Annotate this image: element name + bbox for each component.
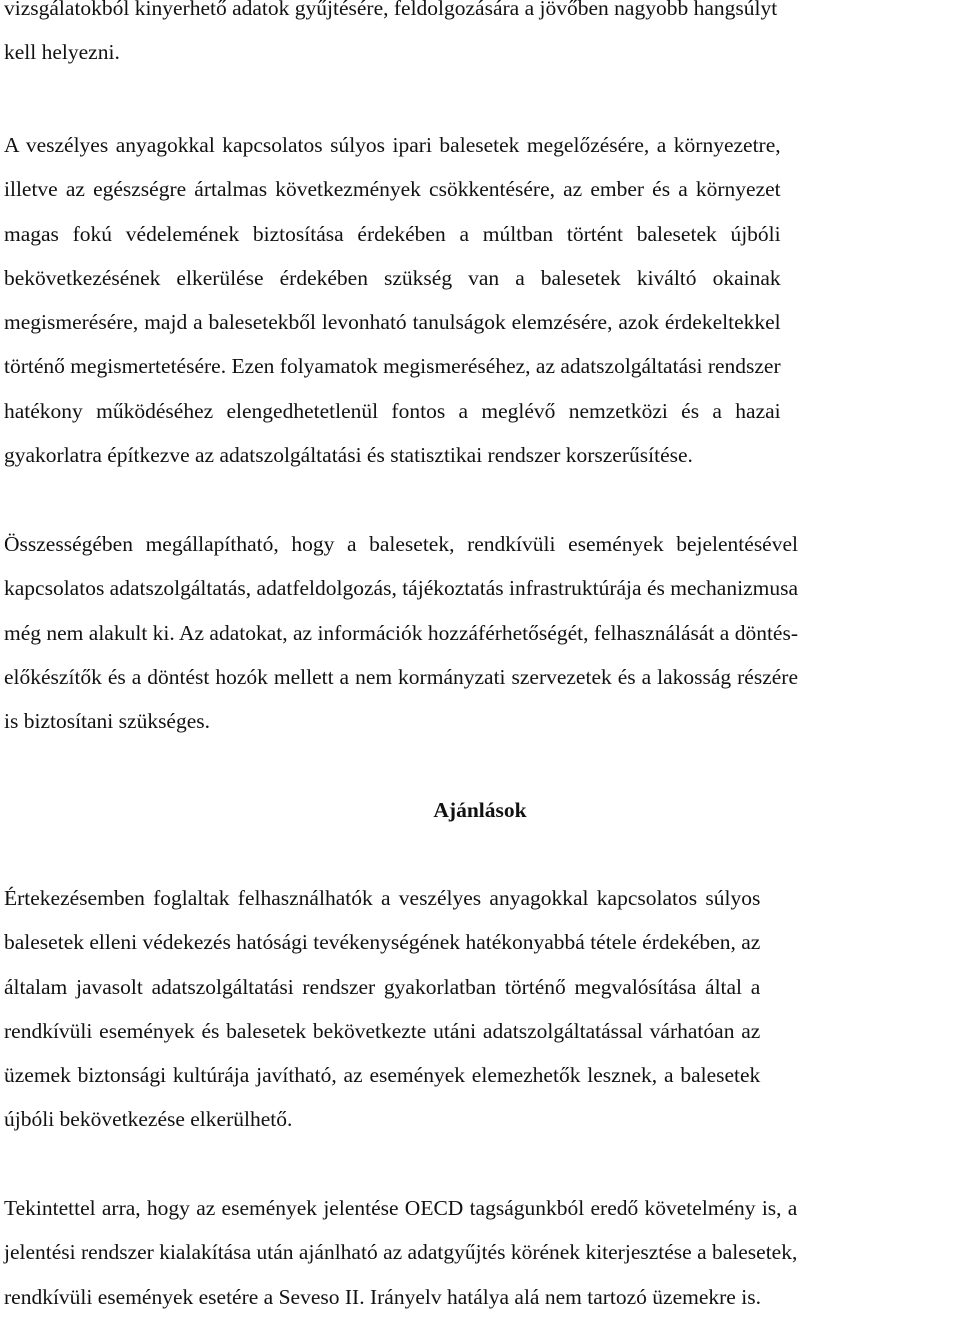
paragraph-line: megismerésére, majd a balesetekből levonható tanulságok elemzésére, azok érdekeltekkel <box>4 310 781 335</box>
paragraph-line: Tekintettel arra, hogy az események jelentése OECD tagságunkból eredő követelmény is, a <box>4 1196 798 1220</box>
paragraph-line: A veszélyes anyagokkal kapcsolatos súlyos ipari balesetek megelőzésére, a környezetre, <box>4 133 781 157</box>
paragraph-line: Értekezésemben foglaltak felhasználhatók a veszélyes anyagokkal kapcsolatos súlyos <box>4 886 761 910</box>
paragraph-line: újbóli bekövetkezése elkerülhető. <box>4 1107 293 1132</box>
paragraph-line: kapcsolatos adatszolgáltatás, adatfeldolgozás, tájékoztatás infrastruktúrája és mechanizmusa <box>4 576 798 601</box>
paragraph-4 <box>4 876 760 1142</box>
paragraph-2 <box>4 123 781 477</box>
paragraph-1 <box>4 0 777 75</box>
paragraph-line: bekövetkezésének elkerülése érdekében szükség van a balesetek kiváltó okainak <box>4 265 781 290</box>
paragraph-line: előkészítők és a döntést hozók mellett a nem kormányzati szervezetek és a lakosság részére <box>4 664 798 689</box>
paragraph-line: jelentési rendszer kialakítása után ajánlható az adatgyűjtés körének kiterjesztése a balesetek, <box>4 1240 798 1265</box>
paragraph-line: általam javasolt adatszolgáltatási rendszer gyakorlatban történő megvalósítása által a <box>4 974 761 999</box>
paragraph-3 <box>4 522 798 743</box>
paragraph-line: Összességében megállapítható, hogy a balesetek, rendkívüli események bejelentésével <box>4 532 798 556</box>
paragraph-line: kell helyezni. <box>4 40 120 65</box>
paragraph-line: hatékony működéséhez elengedhetetlenül fontos a meglévő nemzetközi és a hazai <box>4 398 781 423</box>
section-heading: Ajánlások <box>433 798 527 822</box>
paragraph-line: még nem alakult ki. Az adatokat, az információk hozzáférhetőségét, felhasználását a döntés- <box>4 620 798 645</box>
paragraph-line: gyakorlatra építkezve az adatszolgáltatási és statisztikai rendszer korszerűsítése. <box>4 443 693 468</box>
paragraph-line: vizsgálatokból kinyerhető adatok gyűjtésére, feldolgozására a jövőben nagyobb hangsúlyt <box>4 0 778 20</box>
paragraph-line: is biztosítani szükséges. <box>4 709 211 734</box>
paragraph-line: magas fokú védelemének biztosítása érdekében a múltban történt balesetek újbóli <box>4 221 781 246</box>
paragraph-line: üzemek biztonsági kultúrája javítható, az események elemezhetők lesznek, a balesetek <box>4 1063 761 1088</box>
paragraph-line: balesetek elleni védekezés hatósági tevékenységének hatékonyabbá tétele érdekében, az <box>4 930 761 955</box>
paragraph-line: történő megismertetésére. Ezen folyamatok megismeréséhez, az adatszolgáltatási rendszer <box>4 354 781 379</box>
paragraph-line: rendkívüli események esetére a Seveso II. Irányelv hatálya alá nem tartozó üzemekre is. <box>4 1284 761 1309</box>
paragraph-line: illetve az egészségre ártalmas következmények csökkentésére, az ember és a környezet <box>4 177 781 202</box>
paragraph-line: rendkívüli események és balesetek bekövetkezte utáni adatszolgáltatással várhatóan az <box>4 1018 761 1043</box>
paragraph-5 <box>4 1186 797 1319</box>
